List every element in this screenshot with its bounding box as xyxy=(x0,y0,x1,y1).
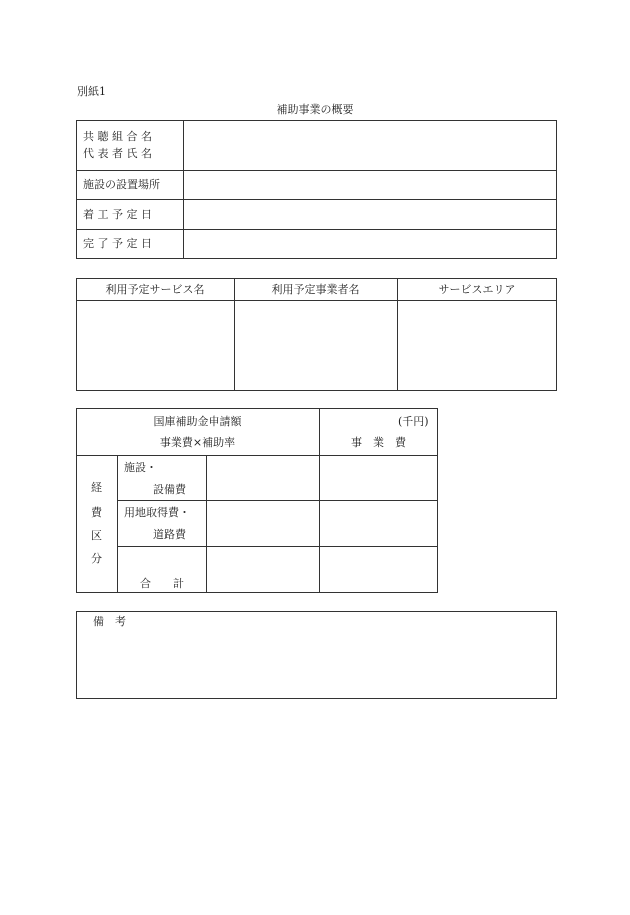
column-divider xyxy=(117,455,118,593)
attachment-label: 別紙1 xyxy=(77,85,106,98)
category-char: 分 xyxy=(91,552,102,565)
provider-name-field[interactable] xyxy=(236,302,396,390)
service-name-field[interactable] xyxy=(78,302,233,390)
land-road-subsidy-field[interactable] xyxy=(208,502,318,545)
page-title: 補助事業の概要 xyxy=(276,103,354,116)
union-representative-field[interactable] xyxy=(185,122,555,169)
project-cost-header: 事 業 費 xyxy=(351,436,406,449)
category-char: 区 xyxy=(91,529,102,542)
land-acquisition-label: 用地取得費・ xyxy=(124,506,190,519)
subsidy-amount-header: 国庫補助金申請額 xyxy=(153,415,242,428)
start-date-label: 着 工 予 定 日 xyxy=(83,208,152,221)
category-char: 経 xyxy=(91,481,102,494)
row-divider xyxy=(117,546,438,547)
row-divider xyxy=(117,500,438,501)
row-divider xyxy=(76,199,557,200)
facility-label: 施設・ xyxy=(124,461,157,474)
equipment-cost-label: 設備費 xyxy=(153,483,186,496)
facility-cost-field[interactable] xyxy=(321,457,437,499)
organization-info-column-divider xyxy=(183,120,184,259)
installation-location-field[interactable] xyxy=(185,172,555,198)
row-divider xyxy=(76,229,557,230)
start-date-field[interactable] xyxy=(185,201,555,228)
completion-date-field[interactable] xyxy=(185,231,555,258)
installation-location-label: 施設の設置場所 xyxy=(83,178,160,191)
service-name-header: 利用予定サービス名 xyxy=(105,283,205,296)
completion-date-label: 完 了 予 定 日 xyxy=(83,237,152,250)
expense-header-divider xyxy=(76,455,438,456)
column-divider xyxy=(206,455,207,593)
unit-label: (千円) xyxy=(398,415,429,428)
total-cost-field[interactable] xyxy=(321,548,437,592)
representative-name-label: 代 表 者 氏 名 xyxy=(83,147,152,160)
remarks-label: 備 考 xyxy=(93,615,126,628)
total-subsidy-field[interactable] xyxy=(208,548,318,592)
row-divider xyxy=(76,170,557,171)
service-area-header: サービスエリア xyxy=(438,283,516,296)
service-area-field[interactable] xyxy=(399,302,556,390)
subsidy-formula-header: 事業費×補助率 xyxy=(159,436,236,449)
total-label: 合 計 xyxy=(140,577,184,590)
facility-subsidy-field[interactable] xyxy=(208,457,318,499)
category-char: 費 xyxy=(91,506,102,519)
provider-name-header: 利用予定事業者名 xyxy=(271,283,360,296)
service-header-divider xyxy=(76,300,557,301)
land-road-cost-field[interactable] xyxy=(321,502,437,545)
union-name-label: 共 聴 組 合 名 xyxy=(83,130,152,143)
remarks-field[interactable] xyxy=(78,632,555,697)
road-cost-label: 道路費 xyxy=(153,528,186,541)
